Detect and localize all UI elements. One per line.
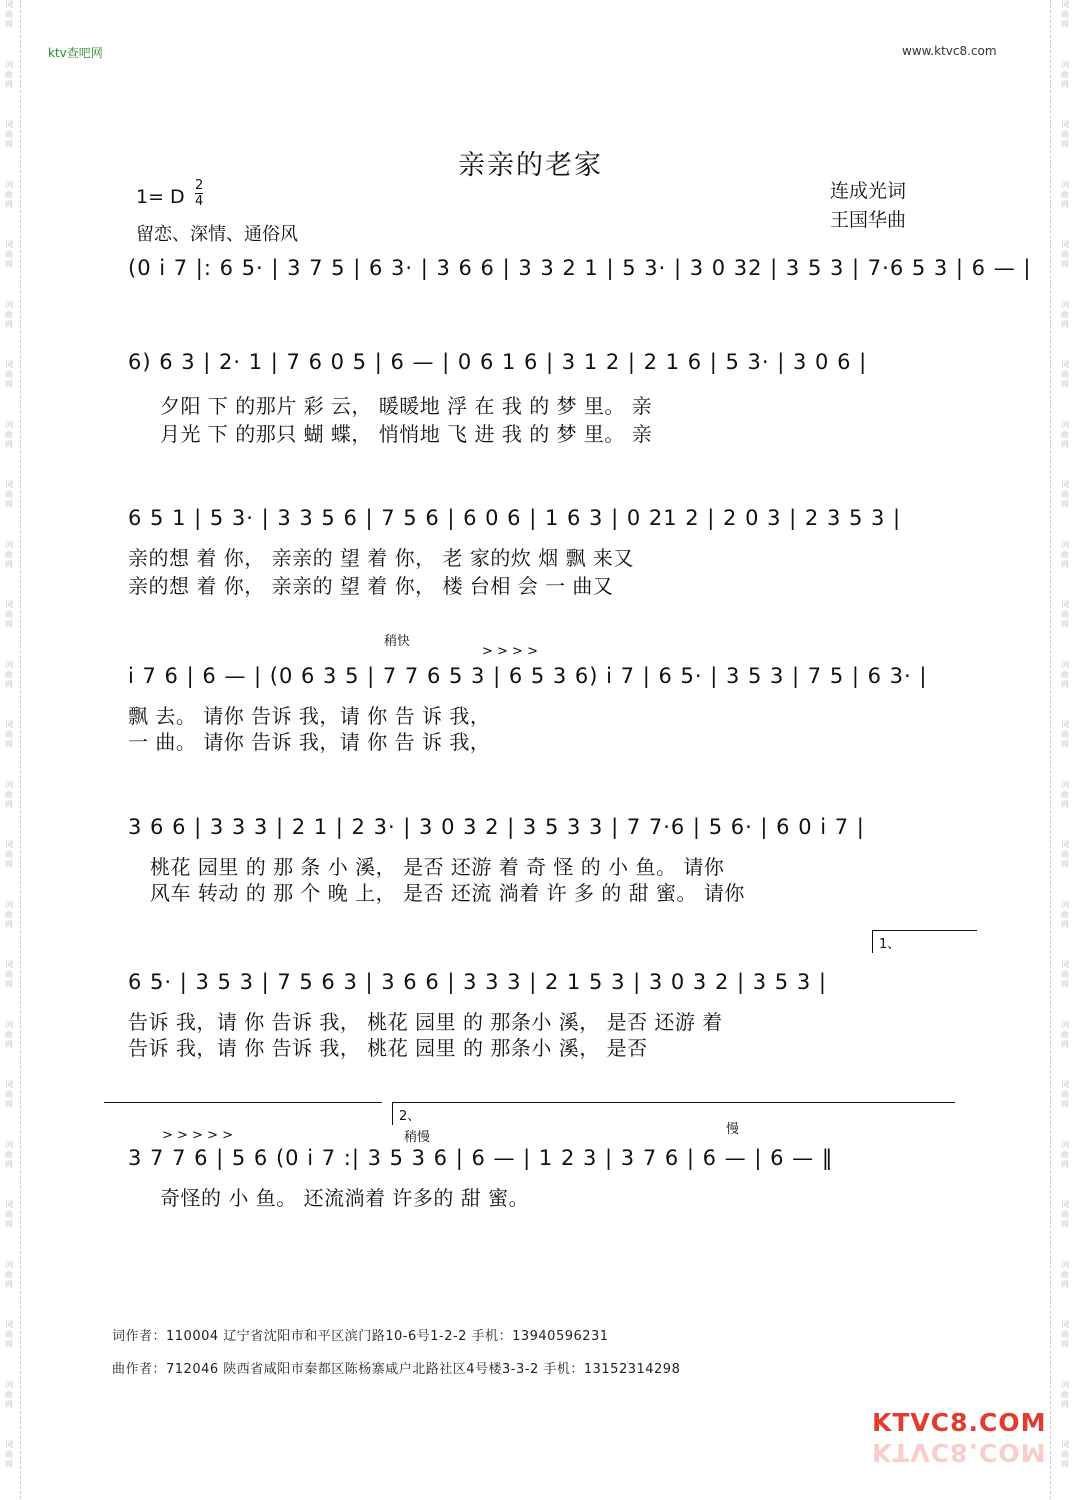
margin-tag: 词 曲 网 xyxy=(5,0,13,29)
margin-tag: 词 曲 网 xyxy=(1061,1020,1069,1049)
site-name-left: ktv查吧网 xyxy=(48,46,103,60)
margin-tag: 词 曲 网 xyxy=(5,1080,13,1109)
performance-style: 留恋、深情、通俗风 xyxy=(136,224,298,245)
volta-bracket-1-continued xyxy=(104,1102,382,1121)
lyrics-verse-1: 桃花 园里 的 那 条 小 溪， 是否 还游 着 奇 怪 的 小 鱼。 请你 xyxy=(150,855,725,879)
margin-tag: 词 曲 网 xyxy=(5,1020,13,1049)
margin-tag: 词 曲 网 xyxy=(1061,840,1069,869)
composer-contact: 曲作者：712046 陕西省咸阳市秦都区陈杨寨咸户北路社区4号楼3-3-2 手机：13152314298 xyxy=(112,1362,681,1377)
margin-tag: 词 曲 网 xyxy=(1061,360,1069,389)
margin-tag: 词 曲 网 xyxy=(5,480,13,509)
lyrics-verse-2: 告诉 我，请 你 告诉 我， 桃花 园里 的 那条小 溪， 是否 xyxy=(128,1036,648,1060)
margin-tag: 词 曲 网 xyxy=(1061,1260,1069,1289)
tempo-marking: 稍快 xyxy=(384,634,411,649)
volta-bracket-2 xyxy=(392,1102,955,1125)
margin-tag: 词 曲 网 xyxy=(1061,120,1069,149)
lyrics-verse-1: 告诉 我，请 你 告诉 我， 桃花 园里 的 那条小 溪， 是否 还游 着 xyxy=(128,1010,723,1034)
margin-tag: 词 曲 网 xyxy=(1061,300,1069,329)
margin-tag: 词 曲 网 xyxy=(5,1380,13,1409)
margin-tag: 词 曲 网 xyxy=(5,600,13,629)
notation-line: (0 i 7 |: 6 5· | 3 7 5 | 6 3· | 3 6 6 | 3 3 2 1 | 5 3· | 3 0 32 | 3 5 3 | 7·6 5 3 | 6 — | xyxy=(128,256,1032,280)
margin-tag: 词 曲 网 xyxy=(1061,1140,1069,1169)
notation-line: 3 6 6 | 3 3 3 | 2 1 | 2 3· | 3 0 3 2 | 3 5 3 3 | 7 7·6 | 5 6· | 6 0 i 7 | xyxy=(128,815,865,839)
margin-tag: 词 曲 网 xyxy=(1061,60,1069,89)
composer-credit: 王国华曲 xyxy=(830,209,907,231)
volta-label: 1、 xyxy=(879,937,901,952)
site-logo: KTVC8.COM xyxy=(872,1408,1047,1437)
time-top: 2 xyxy=(195,178,204,193)
margin-tag: 词 曲 网 xyxy=(5,960,13,989)
margin-tag: 词 曲 网 xyxy=(5,720,13,749)
margin-tag: 词 曲 网 xyxy=(1061,900,1069,929)
volta-label: 2、 xyxy=(399,1109,421,1124)
accent-marks: > > > > xyxy=(482,644,538,659)
margin-tag: 词 曲 网 xyxy=(5,840,13,869)
lyrics-verse-2: 月光 下 的那只 蝴 蝶， 悄悄地 飞 进 我 的 梦 里。 亲 xyxy=(160,422,653,446)
margin-tag: 词 曲 网 xyxy=(5,1260,13,1289)
margin-tag: 词 曲 网 xyxy=(1061,600,1069,629)
margin-tag: 词 曲 网 xyxy=(5,780,13,809)
margin-tag: 词 曲 网 xyxy=(1061,1380,1069,1409)
tempo-marking-slightly-slow: 稍慢 xyxy=(404,1130,431,1145)
time-signature xyxy=(195,178,203,209)
lyricist-credit: 连成光词 xyxy=(830,180,907,202)
margin-tag: 词 曲 网 xyxy=(5,540,13,569)
margin-tag: 词 曲 网 xyxy=(1061,660,1069,689)
margin-tag: 词 曲 网 xyxy=(5,900,13,929)
margin-tag: 词 曲 网 xyxy=(5,60,13,89)
lyrics-verse-1: 亲的想 着 你， 亲亲的 望 着 你， 老 家的炊 烟 飘 来又 xyxy=(128,546,634,570)
margin-tag: 词 曲 网 xyxy=(5,1200,13,1229)
left-margin-watermark xyxy=(2,0,16,1499)
margin-tag: 词 曲 网 xyxy=(5,300,13,329)
time-bottom: 4 xyxy=(195,194,204,209)
margin-tag: 词 曲 网 xyxy=(5,1140,13,1169)
margin-tag: 词 曲 网 xyxy=(1061,1440,1069,1469)
lyrics-verse-2: 风车 转动 的 那 个 晚 上， 是否 还流 淌着 许 多 的 甜 蜜。 请你 xyxy=(150,881,745,905)
notation-line: 3 7 7 6 | 5 6 (0 i 7 :| 3 5 3 6 | 6 — | 1 2 3 | 3 7 6 | 6 — | 6 — ‖ xyxy=(128,1146,834,1170)
margin-tag: 词 曲 网 xyxy=(5,420,13,449)
margin-tag: 词 曲 网 xyxy=(1061,180,1069,209)
song-title: 亲亲的老家 xyxy=(458,150,603,181)
right-margin-watermark xyxy=(1058,0,1072,1499)
margin-tag: 词 曲 网 xyxy=(1061,1200,1069,1229)
notation-line: 6 5 1 | 5 3· | 3 3 5 6 | 7 5 6 | 6 0 6 | 1 6 3 | 0 21 2 | 2 0 3 | 2 3 5 3 | xyxy=(128,506,902,530)
margin-tag: 词 曲 网 xyxy=(5,1320,13,1349)
site-url-right: www.ktvc8.com xyxy=(902,44,997,58)
margin-tag: 词 曲 网 xyxy=(1061,240,1069,269)
margin-tag: 词 曲 网 xyxy=(1061,1080,1069,1109)
margin-tag: 词 曲 网 xyxy=(1061,0,1069,29)
lyrics-verse-1: 奇怪的 小 鱼。 还流淌着 许多的 甜 蜜。 xyxy=(160,1186,530,1210)
lyrics-verse-2: 亲的想 着 你， 亲亲的 望 着 你， 楼 台相 会 一 曲又 xyxy=(128,574,614,598)
notation-line: 6 5· | 3 5 3 | 7 5 6 3 | 3 6 6 | 3 3 3 | 2 1 5 3 | 3 0 3 2 | 3 5 3 | xyxy=(128,970,827,994)
margin-tag: 词 曲 网 xyxy=(1061,420,1069,449)
margin-tag: 词 曲 网 xyxy=(5,120,13,149)
tempo-marking-slow: 慢 xyxy=(726,1122,740,1137)
margin-tag: 词 曲 网 xyxy=(1061,780,1069,809)
site-logo-reflection: KTVC8.COM xyxy=(872,1438,1047,1467)
notation-line: i 7 6 | 6 — | (0 6 3 5 | 7 7 6 5 3 | 6 5 3 6) i 7 | 6 5· | 3 5 3 | 7 5 | 6 3· | xyxy=(128,664,928,688)
volta-bracket-1 xyxy=(872,930,977,953)
margin-tag: 词 曲 网 xyxy=(1061,960,1069,989)
margin-tag: 词 曲 网 xyxy=(1061,720,1069,749)
key-signature: 1= D xyxy=(136,186,185,208)
lyrics-verse-2: 一 曲。 请你 告诉 我，请 你 告 诉 我， xyxy=(128,730,491,754)
margin-tag: 词 曲 网 xyxy=(5,1440,13,1469)
lyricist-contact: 词作者：110004 辽宁省沈阳市和平区滨门路10-6号1-2-2 手机：13940596231 xyxy=(112,1329,609,1344)
margin-tag: 词 曲 网 xyxy=(5,180,13,209)
margin-tag: 词 曲 网 xyxy=(1061,480,1069,509)
lyrics-verse-1: 飘 去。 请你 告诉 我，请 你 告 诉 我， xyxy=(128,704,491,728)
margin-tag: 词 曲 网 xyxy=(5,360,13,389)
margin-tag: 词 曲 网 xyxy=(1061,540,1069,569)
margin-tag: 词 曲 网 xyxy=(1061,1320,1069,1349)
margin-tag: 词 曲 网 xyxy=(5,660,13,689)
lyrics-verse-1: 夕阳 下 的那片 彩 云， 暖暖地 浮 在 我 的 梦 里。 亲 xyxy=(160,394,653,418)
margin-tag: 词 曲 网 xyxy=(5,240,13,269)
notation-line: 6) 6 3 | 2· 1 | 7 6 0 5 | 6 — | 0 6 1 6 | 3 1 2 | 2 1 6 | 5 3· | 3 0 6 | xyxy=(128,350,868,374)
accent-marks: > > > > > xyxy=(162,1128,233,1143)
